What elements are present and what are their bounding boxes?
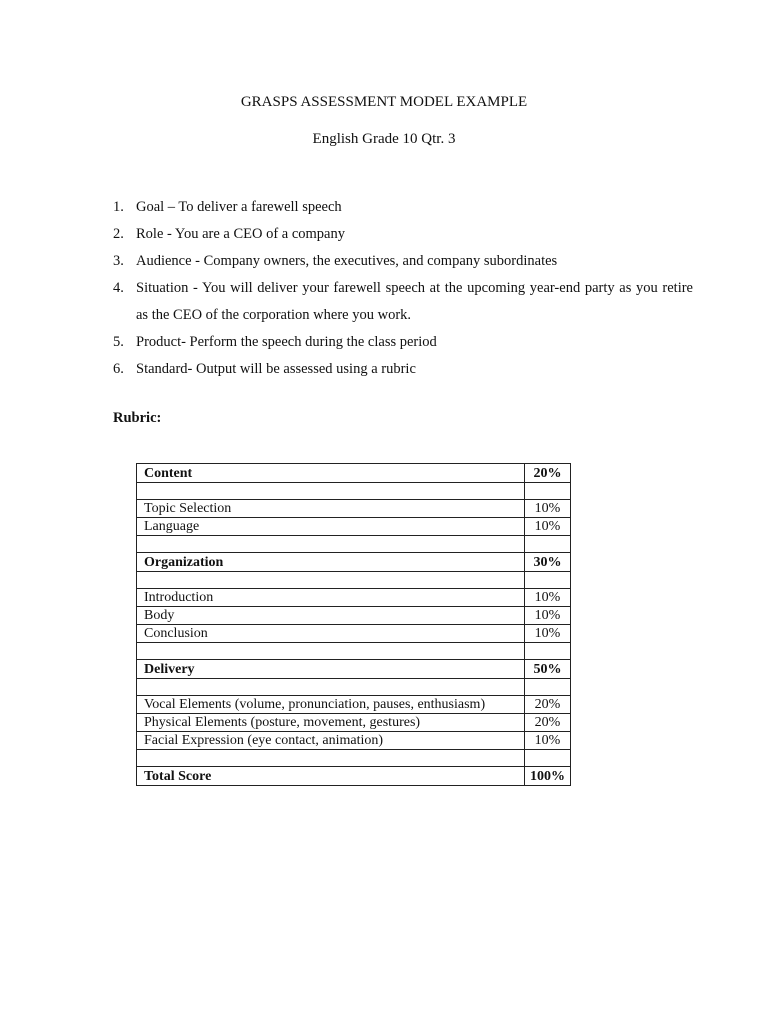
rubric-criterion-cell: Conclusion <box>137 625 525 643</box>
role-text: Role - You are a CEO of a company <box>136 226 345 242</box>
rubric-blank-row <box>137 572 571 589</box>
standard-text: Standard- Output will be assessed using a rubric <box>136 361 416 377</box>
list-number: 6. <box>113 361 124 377</box>
rubric-criterion-cell: Content <box>137 464 525 483</box>
list-item <box>113 194 693 221</box>
rubric-weight-cell <box>525 679 571 696</box>
audience-text: Audience - Company owners, the executives, and company subordinates <box>136 253 558 269</box>
rubric-weight-cell: 10% <box>525 500 571 518</box>
table-row <box>137 732 571 750</box>
table-row <box>137 714 571 732</box>
list-number: 4. <box>113 280 124 296</box>
rubric-section-row <box>137 767 571 786</box>
rubric-criterion-cell: Vocal Elements (volume, pronunciation, pauses, enthusiasm) <box>137 696 525 714</box>
rubric-criterion-cell <box>137 679 525 696</box>
table-row <box>137 607 571 625</box>
rubric-heading: Rubric: <box>113 410 162 426</box>
grasps-task-list <box>113 194 693 383</box>
rubric-weight-cell: 30% <box>525 553 571 572</box>
rubric-criterion-cell: Introduction <box>137 589 525 607</box>
rubric-criterion-cell <box>137 536 525 553</box>
rubric-weight-cell: 20% <box>525 696 571 714</box>
rubric-weight-cell <box>525 750 571 767</box>
list-number: 1. <box>113 199 124 215</box>
situation-text: Situation - You will deliver your farewell speech at the upcoming year-end party as you retire as the CEO of the corporation where you work. <box>136 280 693 323</box>
document-subtitle: English Grade 10 Qtr. 3 <box>312 131 456 147</box>
rubric-blank-row <box>137 750 571 767</box>
table-row <box>137 500 571 518</box>
rubric-blank-row <box>137 536 571 553</box>
rubric-weight-cell <box>525 572 571 589</box>
rubric-criterion-cell: Body <box>137 607 525 625</box>
rubric-blank-row <box>137 679 571 696</box>
rubric-weight-cell: 50% <box>525 660 571 679</box>
rubric-section-row <box>137 660 571 679</box>
table-row <box>137 518 571 536</box>
rubric-criterion-cell: Facial Expression (eye contact, animation) <box>137 732 525 750</box>
rubric-weight-cell: 10% <box>525 518 571 536</box>
list-item <box>113 329 693 356</box>
list-item <box>113 221 693 248</box>
table-row <box>137 625 571 643</box>
rubric-weight-cell: 10% <box>525 607 571 625</box>
rubric-criterion-cell: Physical Elements (posture, movement, gestures) <box>137 714 525 732</box>
table-row <box>137 589 571 607</box>
rubric-weight-cell: 10% <box>525 732 571 750</box>
rubric-weight-cell: 20% <box>525 464 571 483</box>
rubric-weight-cell <box>525 536 571 553</box>
rubric-weight-cell: 100% <box>525 767 571 786</box>
rubric-weight-cell: 10% <box>525 589 571 607</box>
rubric-section-row <box>137 464 571 483</box>
rubric-blank-row <box>137 643 571 660</box>
list-number: 3. <box>113 253 124 269</box>
list-item <box>113 356 693 383</box>
rubric-criterion-cell: Organization <box>137 553 525 572</box>
rubric-criterion-cell: Delivery <box>137 660 525 679</box>
document-title: GRASPS ASSESSMENT MODEL EXAMPLE <box>240 94 528 110</box>
rubric-section-row <box>137 553 571 572</box>
rubric-criterion-cell <box>137 483 525 500</box>
rubric-criterion-cell <box>137 750 525 767</box>
list-number: 2. <box>113 226 124 242</box>
rubric-weight-cell: 10% <box>525 625 571 643</box>
table-row <box>137 696 571 714</box>
rubric-weight-cell: 20% <box>525 714 571 732</box>
rubric-table <box>136 463 571 786</box>
rubric-weight-cell <box>525 643 571 660</box>
list-number: 5. <box>113 334 124 350</box>
list-item <box>113 248 693 275</box>
goal-text: Goal – To deliver a farewell speech <box>136 199 342 215</box>
rubric-criterion-cell: Total Score <box>137 767 525 786</box>
rubric-criterion-cell: Topic Selection <box>137 500 525 518</box>
rubric-criterion-cell <box>137 643 525 660</box>
rubric-weight-cell <box>525 483 571 500</box>
product-text: Product- Perform the speech during the class period <box>136 334 437 350</box>
rubric-criterion-cell: Language <box>137 518 525 536</box>
rubric-blank-row <box>137 483 571 500</box>
rubric-criterion-cell <box>137 572 525 589</box>
list-item <box>113 275 693 329</box>
